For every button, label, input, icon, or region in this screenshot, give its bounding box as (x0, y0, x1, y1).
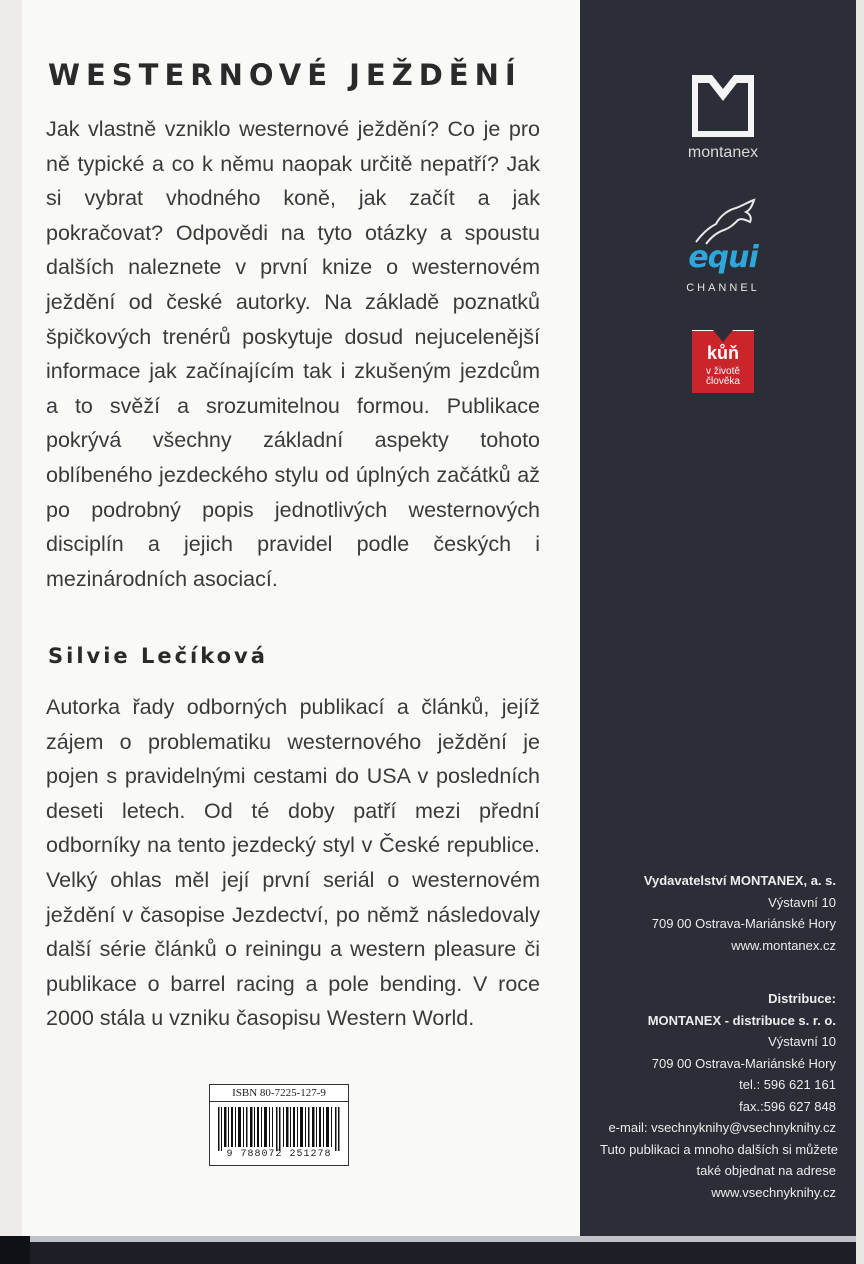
kun-logo-subtitle (692, 367, 754, 387)
distribution-web: www.vsechnyknihy.cz (711, 1184, 836, 1200)
kun-logo-line1: v životě (706, 366, 740, 377)
page-edge-right (856, 0, 864, 1264)
publisher-street: Výstavní 10 (768, 894, 836, 910)
kun-logo-line2: člověka (706, 376, 740, 387)
distribution-company: MONTANEX - distribuce s. r. o. (647, 1012, 836, 1028)
barcode-icon (216, 1107, 342, 1151)
montanex-logo-icon (692, 75, 754, 137)
distribution-email: e-mail: vsechnyknihy@vsechnyknihy.cz (608, 1120, 836, 1135)
channel-logo-text: CHANNEL (686, 282, 760, 294)
isbn-label: ISBN 80-7225-127-9 (210, 1085, 348, 1102)
distribution-city: 709 00 Ostrava-Mariánské Hory (651, 1055, 836, 1071)
publisher-name: Vydavatelství MONTANEX, a. s. (643, 873, 836, 888)
montanex-logo-text: montanex (687, 144, 759, 161)
distribution-note-2: také objednat na adrese (696, 1163, 836, 1178)
distribution-fax: fax.:596 627 848 (739, 1098, 836, 1114)
author-bio: Autorka řady odborných publikací a článků, jejíž zájem o problematiku westernového ježdění je pojen s pravidelnými cestami do USA v posledních deseti letech. Od té doby patří mezi přední odborníky na tento jezdecký styl v České republice. Velký ohlas měl její první seriál o westernovém ježdění v časopise Jezdectví, po němž následovaly další série článků o reiningu a western pleasure či publikace o barrel racing a pole bending. V roce 2000 stála u vzniku časopisu Western World. (46, 695, 540, 1031)
corner (0, 1236, 30, 1264)
bottom-edge (30, 1236, 856, 1264)
publisher-block (600, 870, 836, 956)
kun-logo (692, 330, 754, 393)
author-name: Silvie Lečíková (48, 644, 268, 668)
page-edge (0, 0, 22, 1264)
publisher-city: 709 00 Ostrava-Mariánské Hory (651, 916, 836, 931)
equi-logo-text: equi (688, 240, 758, 275)
kun-logo-title: kůň (706, 343, 739, 363)
book-description: Jak vlastně vzniklo westernové ježdění? Co je pro ně typické a co k němu naopak určitě nepatří? Jak si vybrat vhodného koně, jak začít a jak pokračovat? Odpovědi na tyto otázky a spoustu dalších naleznete v první knize o westernovém ježdění od české autorky. Na základě poznatků špičkových trenérů poskytuje dosud nejucelenější informace jak začínajícím tak i zkušeným jezdcům a to svěží a srozumitelnou formou. Publikace pokrývá všechny základní aspekty tohoto oblíbeného jezdeckého stylu od úplných začátků až po podrobný popis jednotlivých westernových disciplín a jejich pravidel podle českých i mezinárodních asociací. (46, 117, 540, 591)
distribution-note-1: Tuto publikaci a mnoho dalších si můžete (600, 1141, 838, 1157)
distribution-tel: tel.: 596 621 161 (739, 1077, 836, 1092)
distribution-block (600, 988, 836, 1203)
barcode-number: 9 788072 251278 (226, 1149, 332, 1160)
distribution-heading: Distribuce: (768, 991, 836, 1006)
isbn-barcode-box (209, 1084, 349, 1166)
book-title: WESTERNOVÉ JEŽDĚNÍ (48, 58, 522, 92)
publisher-web: www.montanex.cz (731, 937, 836, 953)
horse-icon (692, 198, 760, 246)
distribution-street: Výstavní 10 (768, 1034, 836, 1049)
